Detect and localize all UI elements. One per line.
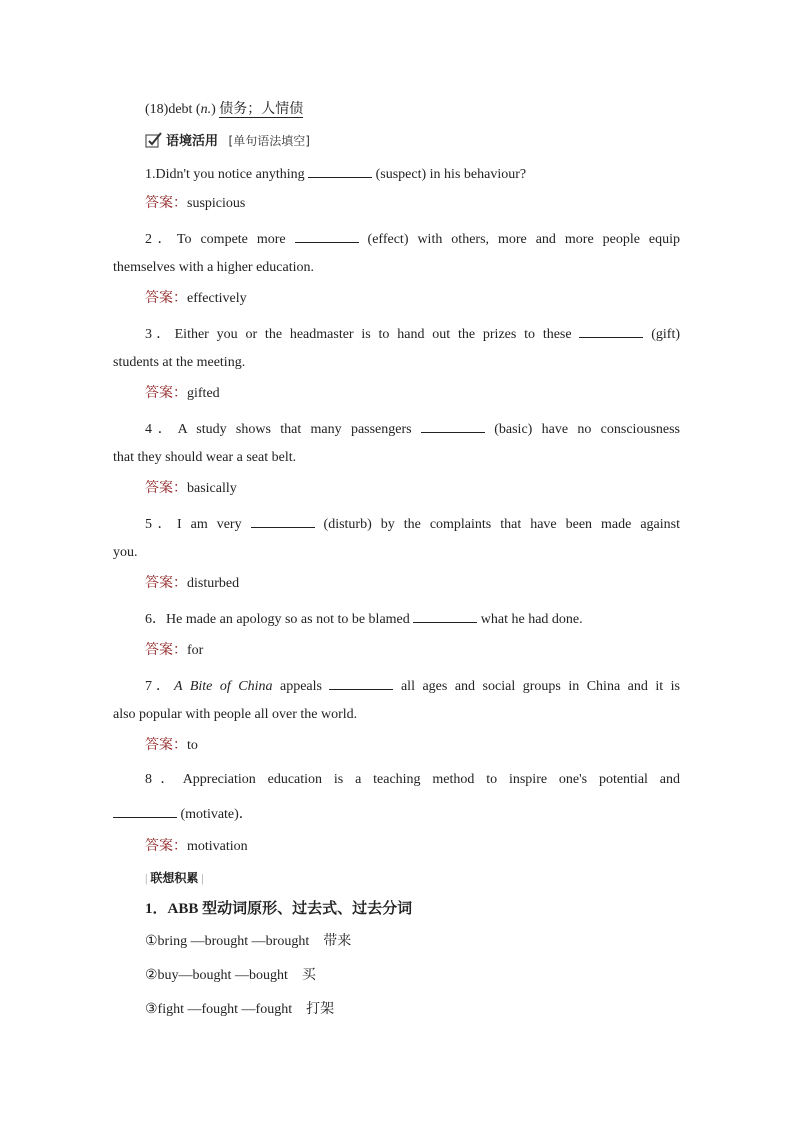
- answer-5: 答案：disturbed: [145, 576, 240, 591]
- question-5: 5．I am very (disturb) by the complaints that have been made against: [145, 513, 680, 535]
- answer-3: 答案：gifted: [145, 386, 220, 401]
- question-2-cont: themselves with a higher education.: [113, 260, 314, 275]
- answer-blank: [413, 608, 477, 623]
- book-title: A Bite of China: [174, 679, 273, 694]
- answer-2: 答案：effectively: [145, 291, 247, 306]
- question-6: 6．He made an apology so as not to be blamed what he had done.: [145, 608, 680, 630]
- question-5-cont: you.: [113, 545, 138, 560]
- vocab-head: (18)debt (: [145, 102, 201, 117]
- assoc-heading: 1．ABB 型动词原形、过去式、过去分词: [145, 901, 413, 917]
- vocab-pos: n.: [200, 102, 212, 117]
- assoc-item: ②buy—bought —bought 买: [145, 968, 316, 983]
- answer-1: 答案：suspicious: [145, 196, 246, 211]
- answer-blank: [295, 228, 359, 243]
- section-header: [145, 131, 680, 152]
- question-8: 8．Appreciation education is a teaching method to inspire one's potential and: [145, 772, 680, 787]
- assoc-label: | 联想积累 |: [145, 871, 204, 885]
- answer-blank: [421, 418, 485, 433]
- pencil-check-icon: [145, 132, 163, 148]
- question-4: 4．A study shows that many passengers (basic) have no consciousness: [145, 418, 680, 440]
- answer-8: 答案：motivation: [145, 839, 248, 854]
- answer-blank: [251, 513, 315, 528]
- answer-7: 答案：to: [145, 738, 198, 753]
- question-1: 1.Didn't you notice anything (suspect) in his behaviour?: [145, 163, 680, 185]
- answer-blank: [308, 163, 372, 178]
- question-3: 3．Either you or the headmaster is to hand out the prizes to these (gift): [145, 323, 680, 345]
- assoc-item: ③fight —fought —fought 打架: [145, 1002, 335, 1017]
- answer-blank: [329, 675, 393, 690]
- answer-blank: [579, 323, 643, 338]
- question-3-cont: students at the meeting.: [113, 355, 246, 370]
- answer-blank: [113, 803, 177, 818]
- vocab-entry: (18)debt (n.) 债务；人情债: [145, 102, 304, 117]
- question-7: 7．A Bite of China appeals all ages and social groups in China and it is: [145, 675, 680, 697]
- question-2: 2．To compete more (effect) with others, more and more people equip: [145, 228, 680, 250]
- section-icon-label: 语境活用: [166, 134, 219, 149]
- assoc-item: ①bring —brought —brought 带来: [145, 934, 352, 949]
- vocab-meaning: 债务；人情债: [219, 102, 304, 117]
- question-7-cont: also popular with people all over the world.: [113, 707, 358, 722]
- question-4-cont: that they should wear a seat belt.: [113, 450, 297, 465]
- answer-4: 答案：basically: [145, 481, 237, 496]
- question-8-cont: (motivate)．: [113, 803, 680, 825]
- answer-6: 答案：for: [145, 643, 204, 658]
- section-title: [单句语法填空]: [228, 134, 310, 148]
